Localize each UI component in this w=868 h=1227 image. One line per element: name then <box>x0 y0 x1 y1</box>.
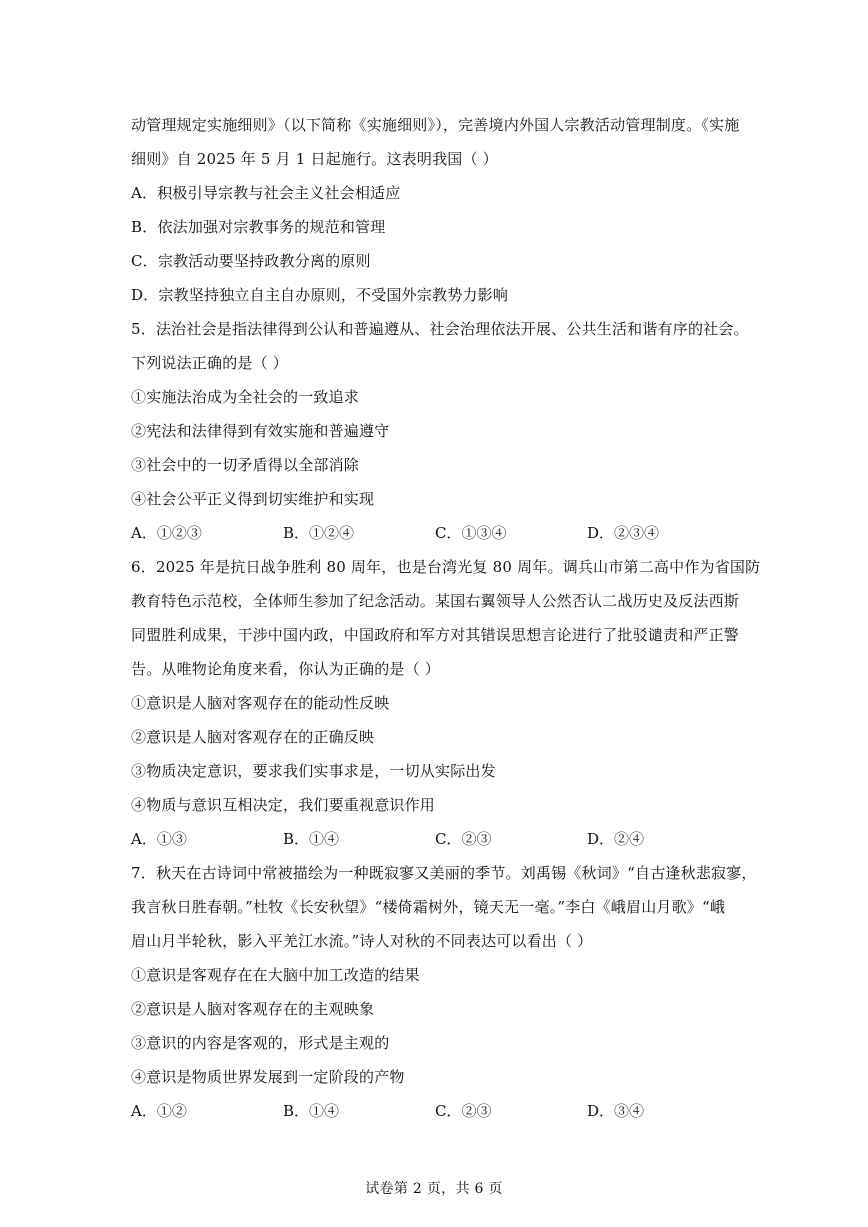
question-text-line: 6．2025 年是抗日战争胜利 80 周年，也是台湾光复 80 周年。调兵山市第二高中作为省国防 <box>131 558 761 576</box>
statement-3: ③社会中的一切矛盾得以全部消除 <box>131 456 360 474</box>
choice-d: D．②③④ <box>587 524 660 542</box>
question-text-line: 7．秋天在古诗词中常被描绘为一种既寂寥又美丽的季节。刘禹锡《秋词》“自古逢秋悲寂寥， <box>131 864 757 882</box>
question-text-line: 动管理规定实施细则》（以下简称《实施细则》），完善境内外国人宗教活动管理制度。《实施 <box>131 116 740 134</box>
statement-4: ④意识是物质世界发展到一定阶段的产物 <box>131 1068 405 1086</box>
question-text-line: 教育特色示范校，全体师生参加了纪念活动。某国右翼领导人公然否认二战历史及反法西斯 <box>131 592 740 610</box>
page-footer: 试卷第 2 页，共 6 页 <box>365 1181 503 1197</box>
statement-1: ①意识是人脑对客观存在的能动性反映 <box>131 694 390 712</box>
question-5 <box>131 312 747 550</box>
choice-a: A．①② <box>131 1102 187 1120</box>
choice-d: D．②④ <box>587 830 645 848</box>
choice-d: D．③④ <box>587 1102 645 1120</box>
question-text-line: 同盟胜利成果，干涉中国内政，中国政府和军方对其错误思想言论进行了批驳谴责和严正警 <box>131 626 740 644</box>
choice-c: C．①③④ <box>435 524 507 542</box>
choice-a: A．①②③ <box>131 524 202 542</box>
option-b: B．依法加强对宗教事务的规范和管理 <box>131 218 386 236</box>
question-text-line: 细则》自 2025 年 5 月 1 日起施行。这表明我国（ ） <box>131 150 498 168</box>
statement-1: ①实施法治成为全社会的一致追求 <box>131 388 360 406</box>
statement-1: ①意识是客观存在在大脑中加工改造的结果 <box>131 966 420 984</box>
question-text-line: 下列说法正确的是（ ） <box>131 354 288 372</box>
statement-4: ④物质与意识互相决定，我们要重视意识作用 <box>131 796 436 814</box>
option-a: A．积极引导宗教与社会主义社会相适应 <box>131 184 401 202</box>
question-7 <box>131 856 757 1128</box>
question-text-line: 5．法治社会是指法律得到公认和普遍遵从、社会治理依法开展、公共生活和谐有序的社会。 <box>131 320 749 338</box>
statement-2: ②宪法和法律得到有效实施和普遍遵守 <box>131 422 390 440</box>
answer-choices <box>131 516 747 550</box>
question-6 <box>131 550 761 856</box>
choice-b: B．①④ <box>283 830 340 848</box>
question-4-continued <box>131 108 747 312</box>
choice-b: B．①②④ <box>283 524 355 542</box>
statement-3: ③物质决定意识，要求我们实事求是，一切从实际出发 <box>131 762 496 780</box>
choice-a: A．①③ <box>131 830 187 848</box>
answer-choices <box>131 822 747 856</box>
option-c: C．宗教活动要坚持政教分离的原则 <box>131 252 371 270</box>
choice-b: B．①④ <box>283 1102 340 1120</box>
statement-2: ②意识是人脑对客观存在的正确反映 <box>131 728 375 746</box>
option-d: D．宗教坚持独立自主自办原则，不受国外宗教势力影响 <box>131 286 509 304</box>
choice-c: C．②③ <box>435 830 492 848</box>
answer-choices <box>131 1094 747 1128</box>
question-text-line: 眉山月半轮秋，影入平羌江水流。”诗人对秋的不同表达可以看出（ ） <box>131 932 593 950</box>
statement-2: ②意识是人脑对客观存在的主观映象 <box>131 1000 375 1018</box>
statement-4: ④社会公平正义得到切实维护和实现 <box>131 490 375 508</box>
page-content <box>131 108 761 1128</box>
question-text-line: 我言秋日胜春朝。”杜牧《长安秋望》“楼倚霜树外，镜天无一毫。”李白《峨眉山月歌》“峨 <box>131 898 726 916</box>
statement-3: ③意识的内容是客观的，形式是主观的 <box>131 1034 390 1052</box>
choice-c: C．②③ <box>435 1102 492 1120</box>
question-text-line: 告。从唯物论角度来看，你认为正确的是（ ） <box>131 660 440 678</box>
